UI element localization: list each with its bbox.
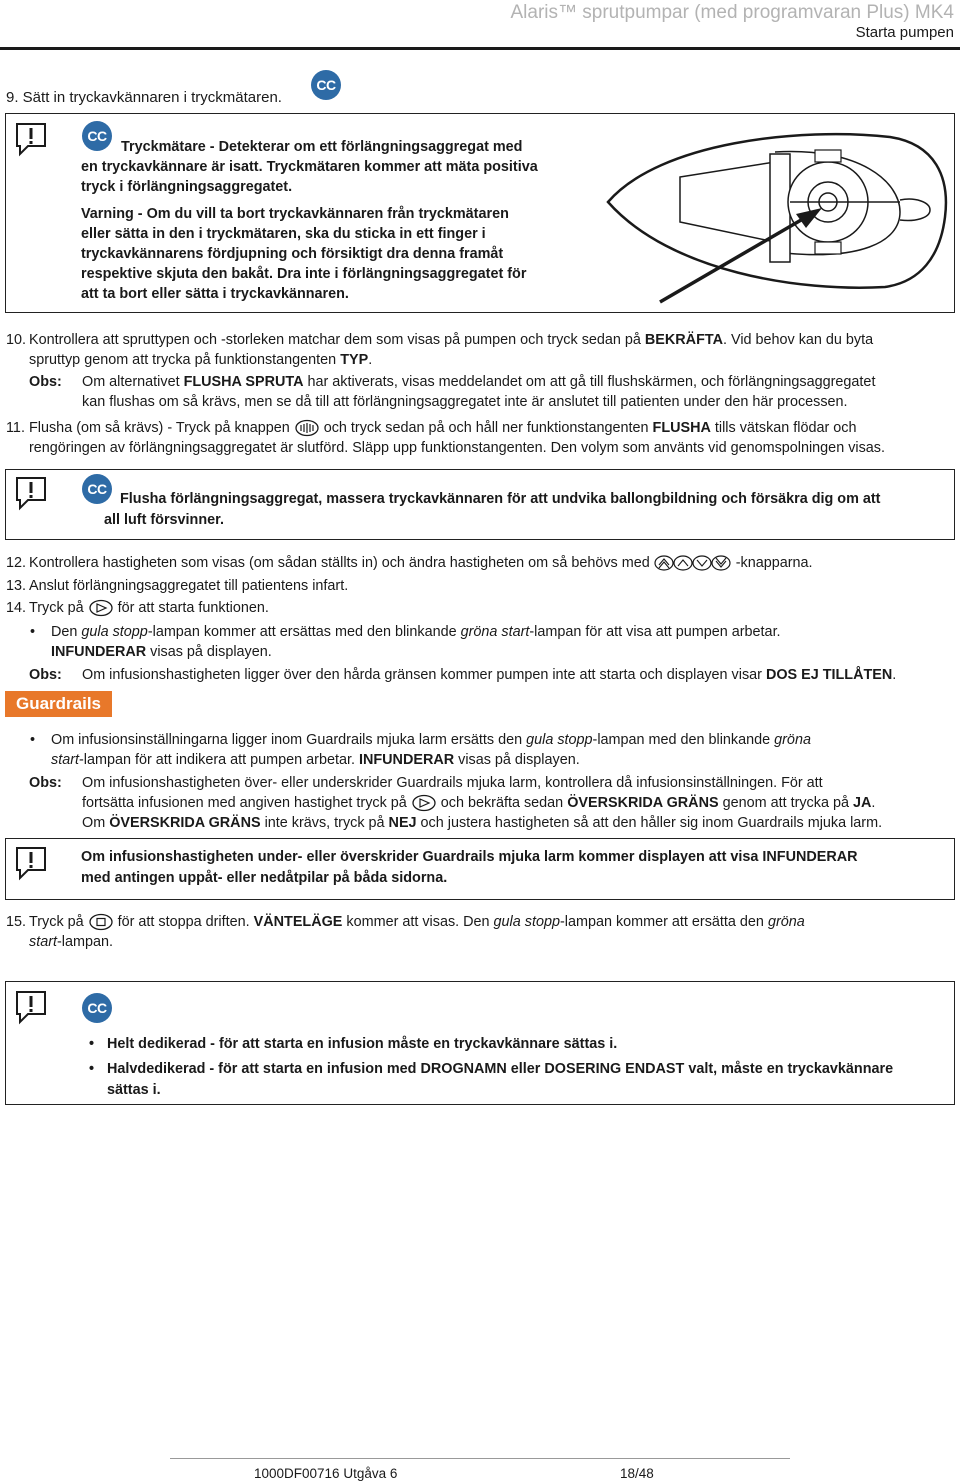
step-14-number: 14. <box>6 600 27 616</box>
step-11-line1: Flusha (om så krävs) - Tryck på knappen och tryck sedan på och håll ner funktionstangenten FLUSHA tills vätskan flödar och <box>29 420 857 436</box>
bullet-g-line1: Om infusionsinställningarna ligger inom Guardrails mjuka larm ersätts den gula stopp-lampan med den blinkande gröna <box>51 732 811 748</box>
box4-item: Halvdedikerad - för att starta en infusion med DROGNAMN eller DOSERING ENDAST valt, måste en tryckavkännare <box>107 1061 894 1077</box>
bullet-dot: • <box>89 1061 95 1077</box>
bullet14-line1: Den gula stopp-lampan kommer att ersättas med den blinkande gröna start-lampan för att visa att pumpen arbetar. <box>51 624 781 640</box>
step-10-number: 10. <box>6 332 27 348</box>
cc-badge-icon: CC <box>82 993 112 1023</box>
start-button-icon <box>88 599 114 617</box>
box4-item: Helt dedikerad - för att starta en infusion måste en tryckavkännare sättas i. <box>107 1036 618 1052</box>
obs-label: Obs: <box>29 775 62 791</box>
box1-line: en tryckavkännare är isatt. Tryckmätaren kommer att mäta positiva <box>81 159 538 175</box>
bullet14-line2: INFUNDERAR visas på displayen. <box>51 644 272 660</box>
flush-button-icon <box>294 419 320 437</box>
box3-line: Om infusionshastigheten under- eller överskrider Guardrails mjuka larm kommer displayen att visa INFUNDERAR <box>81 849 858 865</box>
obs3-line2: fortsätta infusionen med angiven hastighet tryck på och bekräfta sedan ÖVERSKRIDA GRÄNS genom att trycka på JA. <box>82 795 876 811</box>
document-title: Alaris™ sprutpumpar (med programvaran Plus) MK4 <box>510 2 954 23</box>
warning-icon <box>14 990 48 1026</box>
step-10-line1: Kontrollera att spruttypen och -storleken matchar dem som visas på pumpen och tryck sedan på BEKRÄFTA. Vid behov kan du byta <box>29 332 874 348</box>
guardrails-badge: Guardrails <box>5 691 112 717</box>
step-12-text: Kontrollera hastigheten som visas (om sådan ställts in) och ändra hastigheten om så behövs med -knapparna. <box>29 555 813 571</box>
box4-item-cont: sättas i. <box>107 1082 161 1098</box>
footer-divider <box>170 1458 790 1459</box>
obs-label: Obs: <box>29 667 62 683</box>
box1-line: tryck i förlängningsaggregatet. <box>81 179 293 195</box>
step-11-line2: rengöringen av förlängningsaggregatet är slutförd. Släpp upp funktionstangenten. Den volym som använts vid genomspolningen visas. <box>29 440 885 456</box>
warning-icon <box>14 476 48 512</box>
step-15-line1: Tryck på för att stoppa driften. VÄNTELÄGE kommer att visas. Den gula stopp-lampan kommer att ersätta den gröna <box>29 914 805 930</box>
step-13-text: Anslut förlängningsaggregatet till patientens infart. <box>29 578 349 594</box>
obs2-text: Om infusionshastigheten ligger över den hårda gränsen kommer pumpen inte att starta och displayen visar DOS EJ TILLÅTEN. <box>82 667 897 683</box>
header-divider <box>0 47 960 50</box>
page-number: 18/48 <box>620 1466 654 1481</box>
obs1-line2: kan flushas om så krävs, men se då till att förlängningsaggregatet inte är anslutet till patienten under den här processen. <box>82 394 848 410</box>
section-title: Starta pumpen <box>855 24 954 41</box>
box2-line: Flusha förlängningsaggregat, massera tryckavkännaren för att undvika ballongbildning och försäkra dig om att <box>120 491 881 507</box>
warning-icon <box>14 122 48 158</box>
box3-line: med antingen uppåt- eller nedåtpilar på båda sidorna. <box>81 870 448 886</box>
bullet-dot: • <box>30 732 36 748</box>
cc-badge-icon: CC <box>82 474 112 504</box>
obs3-line1: Om infusionshastigheten över- eller underskrider Guardrails mjuka larm, kontrollera då infusionsinställningen. För att <box>82 775 823 791</box>
stop-button-icon <box>88 913 114 931</box>
box1-line: Tryckmätare - Detekterar om ett förlängningsaggregat med <box>121 139 523 155</box>
box1-line: Varning - Om du vill ta bort tryckavkännaren från tryckmätaren <box>81 206 509 222</box>
step-15-line2: start-lampan. <box>29 934 113 950</box>
step-14-text: Tryck på för att starta funktionen. <box>29 600 269 616</box>
start-button-icon <box>411 794 437 812</box>
step-10-line2: spruttyp genom att trycka på funktionstangenten TYP. <box>29 352 373 368</box>
step-9-text: 9. Sätt in tryckavkännaren i tryckmätaren. <box>6 89 282 106</box>
box1-line: respektive skjuta den bakåt. Dra inte i förlängningsaggregatet för <box>81 266 527 282</box>
bullet-g-line2: start-lampan för att indikera att pumpen arbetar. INFUNDERAR visas på displayen. <box>51 752 580 768</box>
cc-badge-icon: CC <box>82 121 112 151</box>
pressure-sensor-illustration <box>600 122 952 310</box>
step-11-number: 11. <box>6 420 25 436</box>
warning-icon <box>14 846 48 882</box>
bullet-dot: • <box>89 1036 95 1052</box>
box1-line: tryckavkännarens fördjupning och försiktigt dra denna framåt <box>81 246 504 262</box>
obs-label: Obs: <box>29 374 62 390</box>
step-13-number: 13. <box>6 578 27 594</box>
obs1-line1: Om alternativet FLUSHA SPRUTA har aktiverats, visas meddelandet om att gå till flushskärmen, och förlängningsaggregatet <box>82 374 876 390</box>
box2-line: all luft försvinner. <box>104 512 224 528</box>
cc-badge-icon: CC <box>311 70 341 100</box>
obs3-line3: Om ÖVERSKRIDA GRÄNS inte krävs, tryck på NEJ och justera hastigheten så att den håller sig inom Guardrails mjuka larm. <box>82 815 883 831</box>
rate-arrow-keys-icon <box>654 554 732 572</box>
document-number: 1000DF00716 Utgåva 6 <box>254 1466 398 1481</box>
box1-line: att ta bort eller sätta i tryckavkännaren. <box>81 286 349 302</box>
step-15-number: 15. <box>6 914 27 930</box>
step-12-number: 12. <box>6 555 27 571</box>
bullet-dot: • <box>30 624 36 640</box>
box1-line: eller sätta in den i tryckmätaren, ska du sticka in ett finger i <box>81 226 486 242</box>
